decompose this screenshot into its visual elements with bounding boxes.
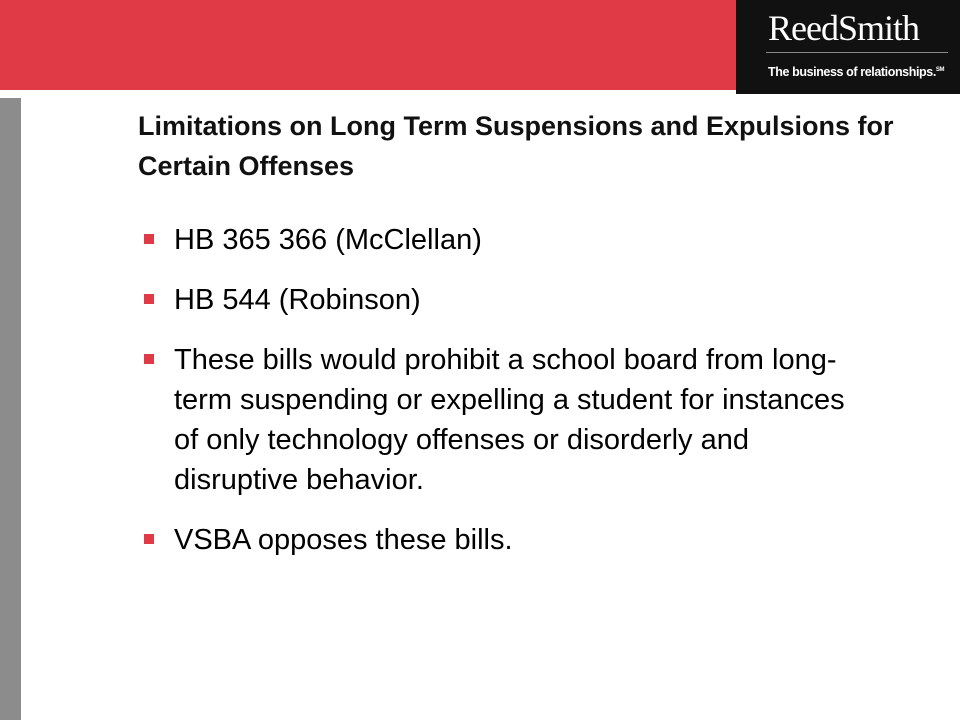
- header-accent-bar: [0, 0, 736, 90]
- bullet-text: These bills would prohibit a school board from long-term suspending or expelling a student for instances of only technology offenses or disorderly and disruptive behavior.: [174, 344, 845, 496]
- bullet-text: VSBA opposes these bills.: [174, 524, 513, 556]
- logo-name: ReedSmith: [768, 8, 919, 48]
- reed-smith-logo: [736, 0, 960, 94]
- bullet-text: HB 365 366 (McClellan): [174, 224, 482, 256]
- square-bullet-icon: [144, 234, 154, 244]
- logo-tagline: [768, 63, 944, 79]
- bullet-item: [140, 220, 860, 260]
- left-side-bar: [0, 98, 21, 720]
- square-bullet-icon: [144, 294, 154, 304]
- square-bullet-icon: [144, 534, 154, 544]
- bullet-list: [140, 220, 860, 580]
- logo-divider: [766, 52, 948, 53]
- bullet-text: HB 544 (Robinson): [174, 284, 421, 316]
- bullet-item: [140, 520, 860, 560]
- square-bullet-icon: [144, 354, 154, 364]
- logo-tagline-text: The business of relationships.: [768, 65, 936, 80]
- bullet-item: [140, 280, 860, 320]
- slide-title: Limitations on Long Term Suspensions and Expulsions for Certain Offenses: [138, 111, 894, 181]
- logo-trademark: SM: [935, 67, 945, 73]
- bullet-item: [140, 340, 860, 500]
